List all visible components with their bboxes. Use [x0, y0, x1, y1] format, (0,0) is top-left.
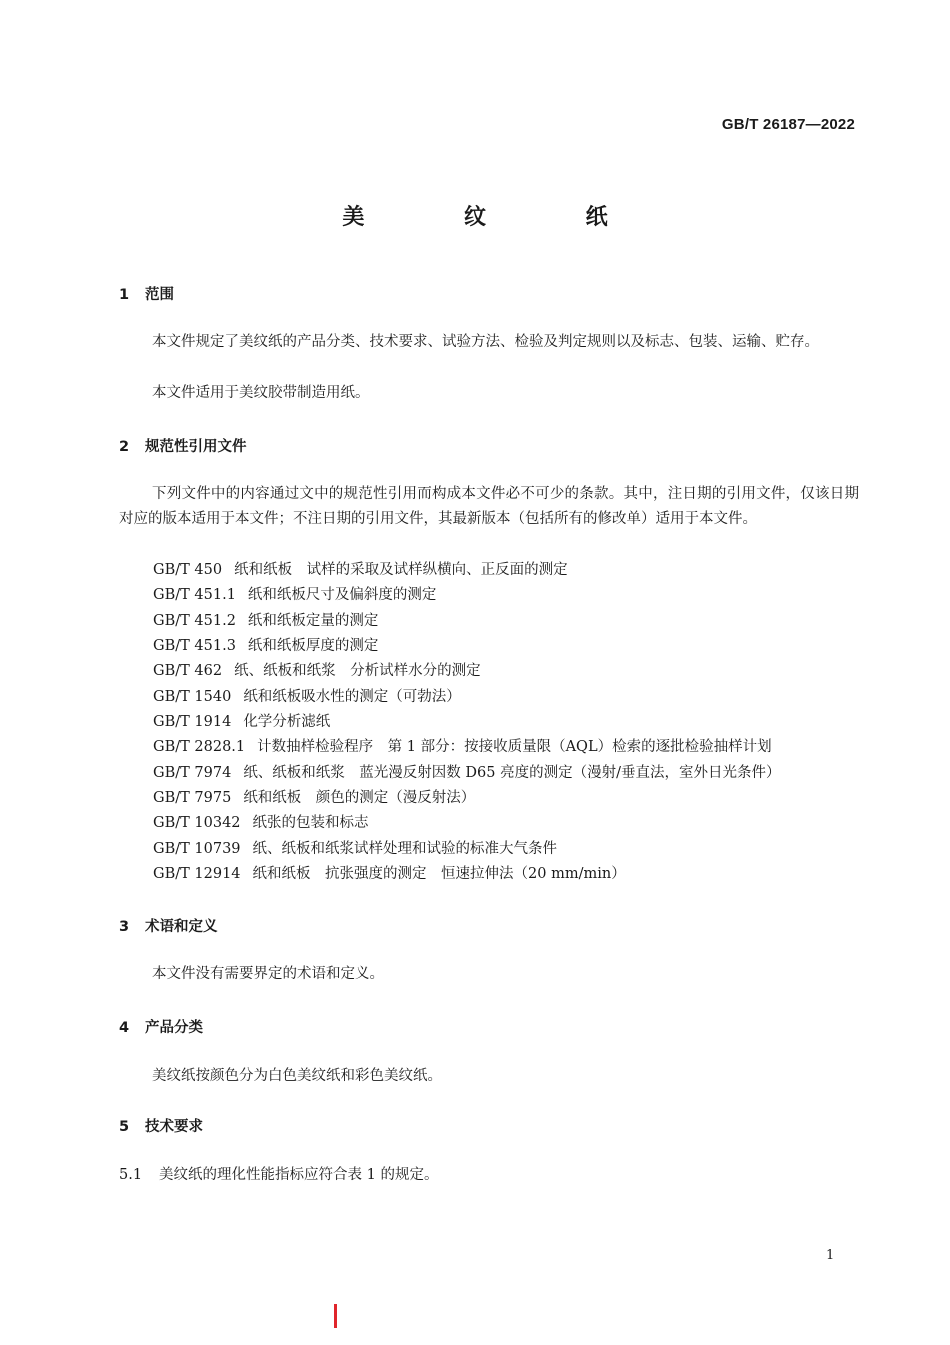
- reference-code: GB/T 451.1: [153, 587, 236, 604]
- reference-title: 纸和纸板吸水性的测定（可勃法）: [243, 688, 461, 705]
- reference-code: GB/T 451.3: [153, 638, 236, 655]
- scope-paragraph-1: 本文件规定了美纹纸的产品分类、技术要求、试验方法、检验及判定规则以及标志、包装、运输、贮存。: [152, 334, 819, 350]
- reference-title: 纸和纸板 试样的采取及试样纵横向、正反面的测定: [234, 562, 568, 578]
- page-number: 1: [826, 1248, 835, 1263]
- reference-title: 纸、纸板和纸浆试样处理和试验的标准大气条件: [252, 840, 558, 857]
- clause-number: 5.1: [119, 1167, 143, 1183]
- reference-title: 纸张的包装和标志: [252, 815, 369, 832]
- clause-5-1: [119, 1163, 859, 1188]
- list-item: [153, 837, 781, 862]
- section-title: 术语和定义: [145, 919, 218, 935]
- reference-code: GB/T 7975: [153, 790, 232, 807]
- section-title: 产品分类: [145, 1020, 203, 1036]
- section-number: 3: [119, 919, 130, 935]
- reference-title: 计数抽样检验程序 第 1 部分：按接收质量限（AQL）检索的逐批检验抽样计划: [257, 739, 772, 756]
- section-title: 技术要求: [145, 1119, 203, 1135]
- terms-paragraph: 本文件没有需要界定的术语和定义。: [152, 966, 384, 982]
- section-heading-technical-requirements: [119, 1115, 203, 1136]
- list-item: [153, 659, 781, 684]
- reference-title: 纸和纸板厚度的测定: [247, 638, 379, 655]
- section-number: 2: [119, 439, 130, 455]
- section-number: 1: [119, 287, 130, 303]
- section-heading-terms: [119, 915, 218, 936]
- section-number: 4: [119, 1020, 130, 1036]
- reference-code: GB/T 12914: [153, 866, 241, 883]
- list-item: [153, 609, 781, 634]
- reference-code: GB/T 7974: [153, 764, 232, 781]
- red-edge-mark: [334, 1304, 337, 1328]
- scope-paragraph-2: 本文件适用于美纹胶带制造用纸。: [152, 385, 370, 401]
- reference-code: GB/T 2828.1: [153, 739, 246, 756]
- list-item: [153, 811, 781, 836]
- list-item: [153, 761, 781, 786]
- reference-code: GB/T 10342: [153, 815, 241, 832]
- classification-paragraph: 美纹纸按颜色分为白色美纹纸和彩色美纹纸。: [152, 1068, 442, 1084]
- clause-text: 美纹纸的理化性能指标应符合表 1 的规定。: [159, 1167, 439, 1183]
- reference-code: GB/T 462: [153, 663, 223, 680]
- reference-code: GB/T 451.2: [153, 612, 236, 629]
- reference-code: GB/T 1914: [153, 714, 232, 731]
- list-item: [153, 558, 781, 583]
- reference-title: 纸和纸板定量的测定: [247, 612, 379, 629]
- reference-title: 纸、纸板和纸浆 蓝光漫反射因数 D65 亮度的测定（漫射/垂直法，室外日光条件）: [243, 764, 781, 781]
- document-title: 美 纹 纸: [342, 205, 654, 230]
- list-item: [153, 634, 781, 659]
- list-item: [153, 735, 781, 760]
- list-item: [153, 786, 781, 811]
- section-number: 5: [119, 1119, 130, 1135]
- list-item: [153, 685, 781, 710]
- reference-code: GB/T 1540: [153, 688, 232, 705]
- reference-title: 纸和纸板尺寸及偏斜度的测定: [247, 587, 437, 604]
- reference-code: GB/T 450: [153, 562, 223, 578]
- reference-title: 化学分析滤纸: [243, 714, 331, 731]
- reference-title: 纸和纸板 颜色的测定（漫反射法）: [243, 790, 476, 807]
- section-heading-normative-references: [119, 435, 247, 456]
- reference-code: GB/T 10739: [153, 840, 241, 857]
- section-heading-classification: [119, 1016, 203, 1037]
- reference-list: [153, 558, 781, 887]
- section-title: 范围: [145, 287, 174, 303]
- list-item: [153, 583, 781, 608]
- list-item: [153, 862, 781, 887]
- references-intro-paragraph: 下列文件中的内容通过文中的规范性引用而构成本文件必不可少的条款。其中，注日期的引用文件，仅该日期对应的版本适用于本文件；不注日期的引用文件，其最新版本（包括所有的修改单）适用于本文件。: [119, 486, 859, 527]
- section-title: 规范性引用文件: [145, 439, 247, 455]
- section-heading-scope: [119, 283, 174, 304]
- reference-title: 纸和纸板 抗张强度的测定 恒速拉伸法（20 mm/min）: [252, 866, 626, 883]
- list-item: [153, 710, 781, 735]
- standard-code: GB/T 26187—2022: [721, 116, 855, 133]
- reference-title: 纸、纸板和纸浆 分析试样水分的测定: [234, 663, 481, 680]
